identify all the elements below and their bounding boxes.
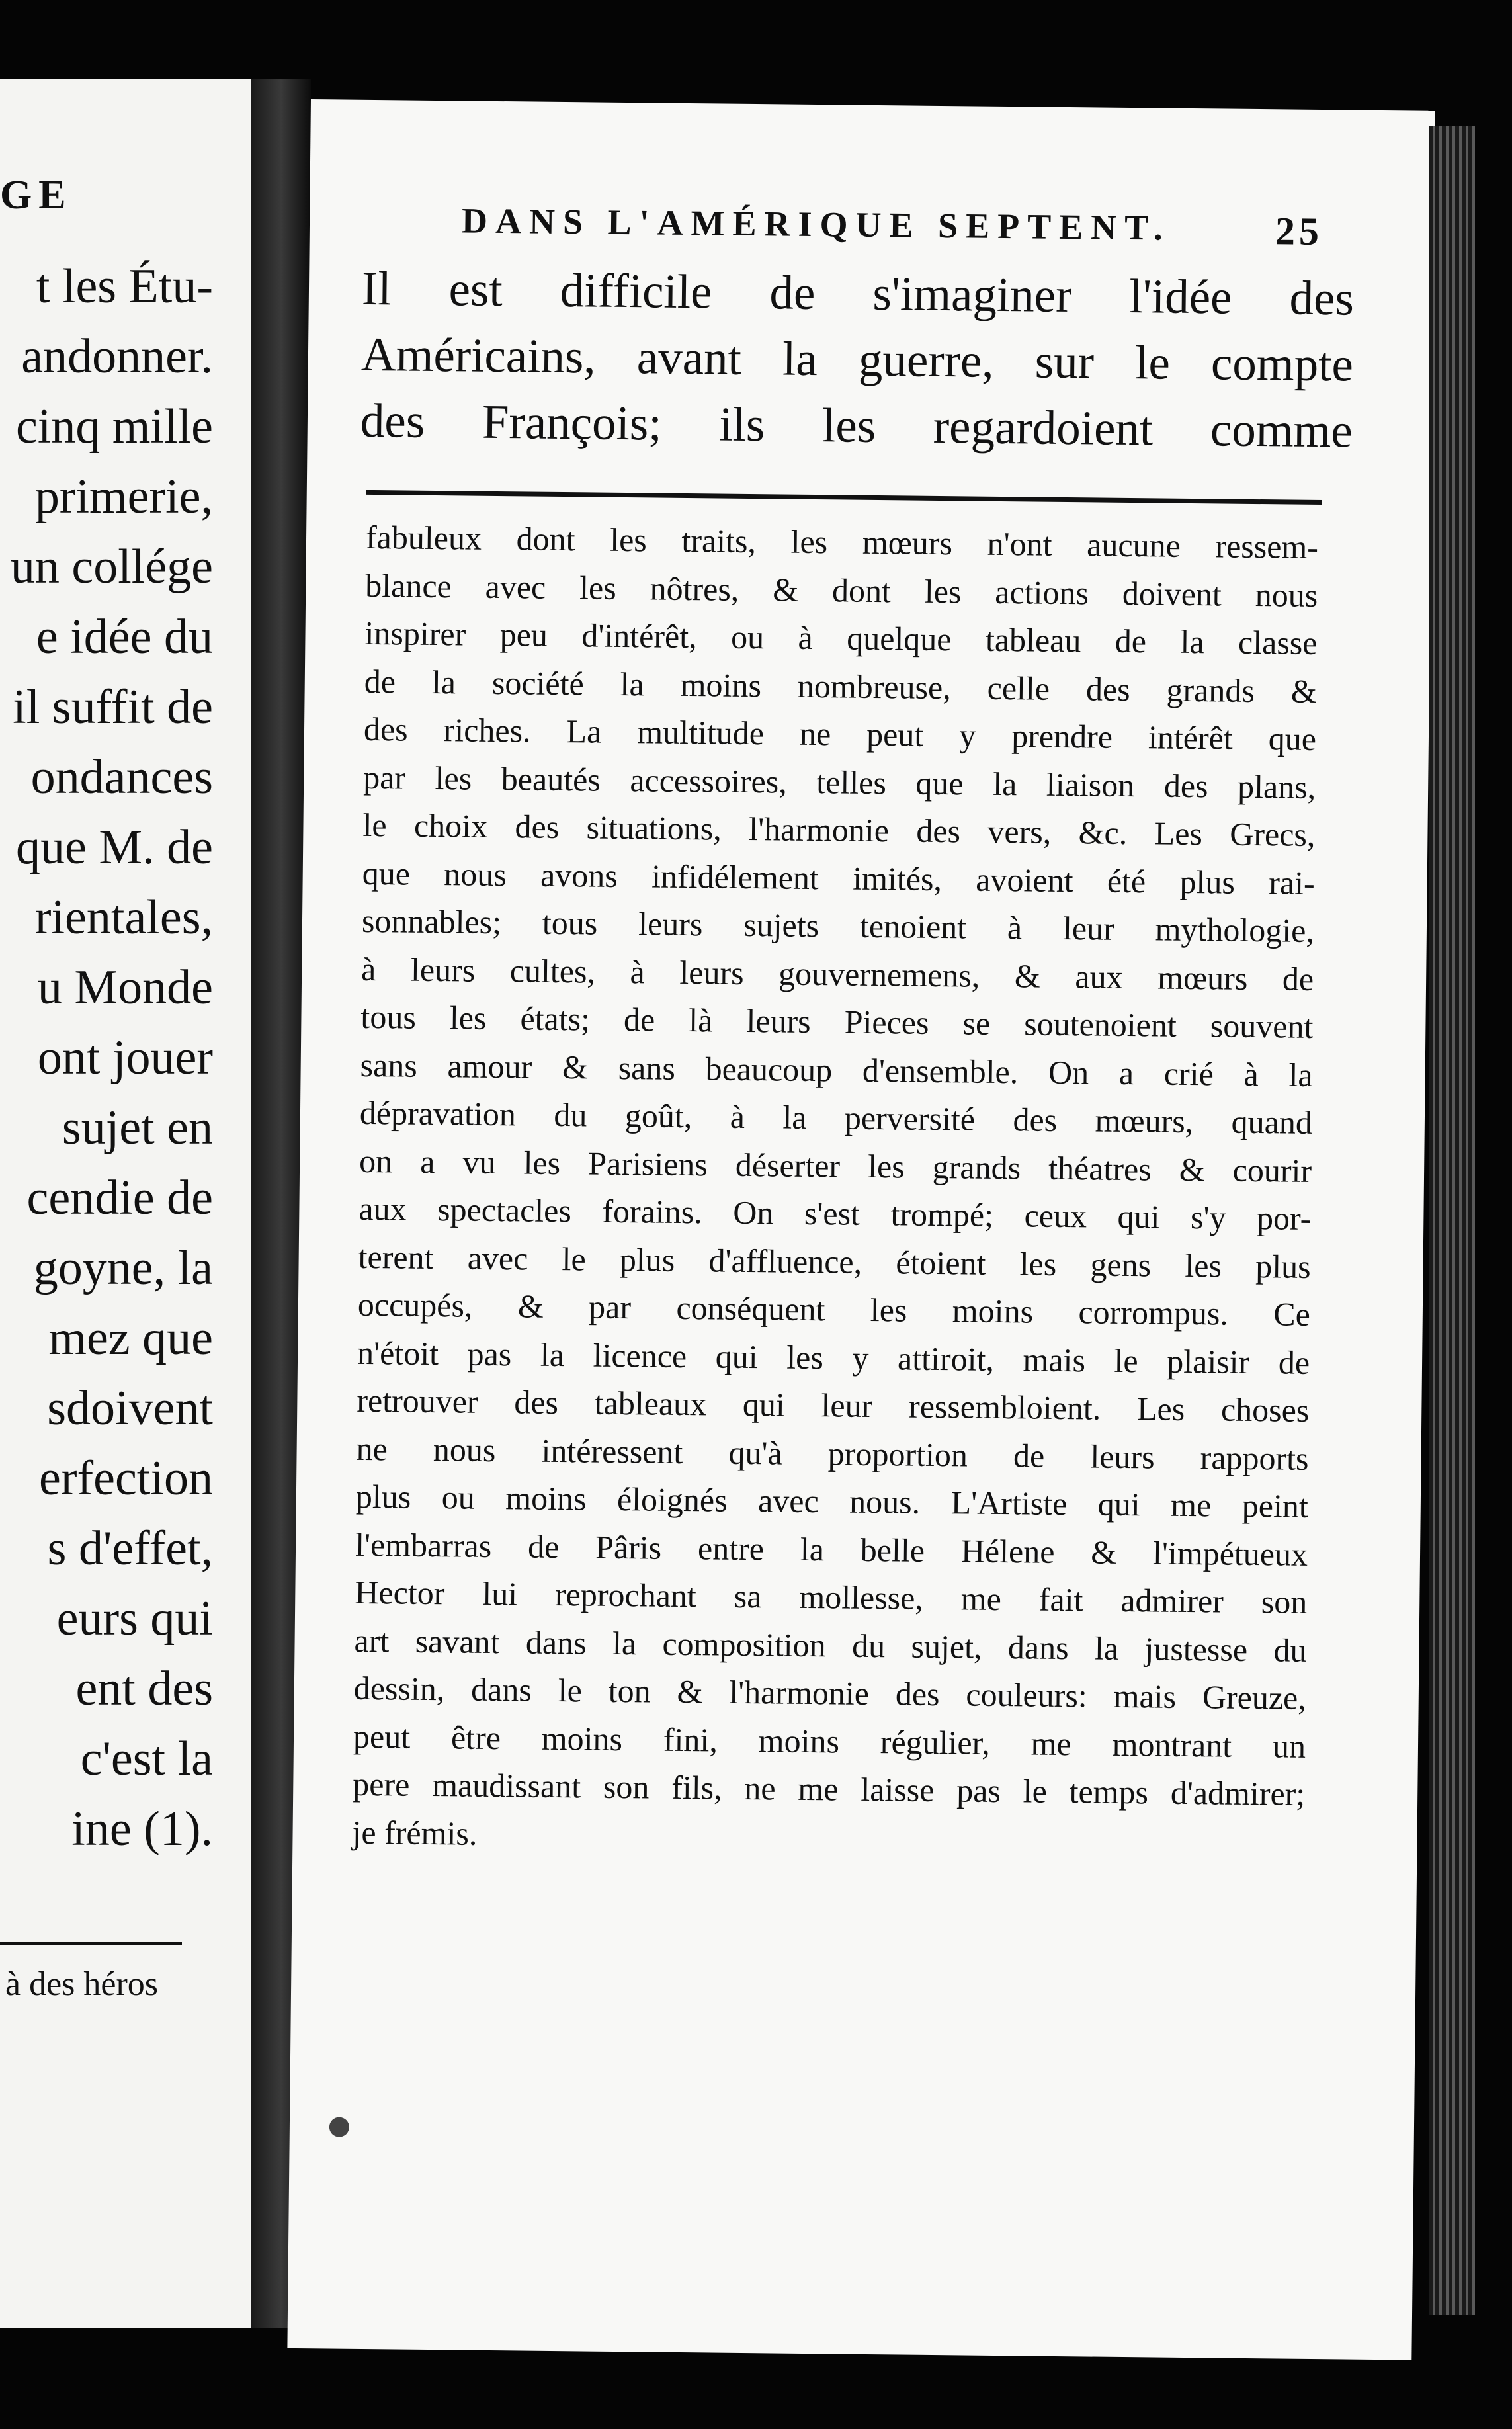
footnote-line: n'étoit pas la licence qui les y attiroit, mais le plaisir de (357, 1334, 1310, 1381)
footnote-line: on a vu les Parisiens déserter les grands théatres & courir (358, 1142, 1312, 1189)
left-line: il suffit de (13, 680, 213, 734)
footnote-line: sonnables; tous leurs sujets tenoient à leur mythologie, (361, 902, 1315, 949)
footnote-line: blance avec les nôtres, & dont les actions doivent nous (365, 566, 1318, 614)
left-line: cinq mille (16, 400, 213, 454)
left-line: ondances (30, 750, 213, 804)
left-line: mez que (48, 1311, 213, 1365)
left-footnote-rule (0, 1942, 182, 1945)
left-line: andonner. (21, 329, 213, 384)
footnote-line: terent avec le plus d'affluence, étoient les gens les plus (358, 1238, 1311, 1285)
left-line: eurs qui (56, 1592, 213, 1646)
left-line: u Monde (37, 960, 213, 1015)
footnote-line: pere maudissant son fils, ne me laisse pas le temps d'admirer; (353, 1765, 1306, 1812)
footnote-line: à leurs cultes, à leurs gouvernemens, & aux mœurs de (360, 950, 1314, 998)
left-running-head: GE (0, 173, 73, 218)
footnote-line: tous les états; de là leurs Pieces se soutenoient souvent (360, 998, 1314, 1045)
left-line: rientales, (34, 890, 213, 945)
body-line: Américains, avant la guerre, sur le compte (360, 327, 1354, 392)
footnote-line: occupés, & par conséquent les moins corrompus. Ce (357, 1285, 1311, 1333)
footnote-line: dessin, dans le ton & l'harmonie des couleurs: mais Greuze, (353, 1669, 1307, 1717)
footnote-line: inspirer peu d'intérêt, ou à quelque tableau de la classe (364, 614, 1318, 661)
footnote-line: le choix des situations, l'harmonie des vers, &c. Les Grecs, (362, 806, 1316, 853)
footnote-rule (366, 490, 1322, 505)
footnote-line: aux spectacles forains. On s'est trompé; ceux qui s'y por- (358, 1189, 1312, 1237)
left-line: ine (1). (71, 1802, 213, 1856)
left-line: primerie, (34, 470, 213, 524)
ink-blot (329, 2117, 349, 2137)
footnote-line: sans amour & sans beaucoup d'ensemble. On a crié à la (360, 1046, 1313, 1093)
running-head: DANS L'AMÉRIQUE SEPTENT. (461, 200, 1171, 248)
footnote-line: peut être moins fini, moins régulier, me montrant un (353, 1717, 1306, 1765)
footnote-line: l'embarras de Pâris entre la belle Hélene & l'impétueux (355, 1525, 1308, 1573)
left-line: sujet en (62, 1101, 213, 1155)
right-page (287, 99, 1435, 2360)
left-line: que M. de (16, 820, 213, 874)
left-line: t les Étu- (36, 259, 213, 314)
footnote-text (352, 513, 1318, 1866)
footnote-line: dépravation du goût, à la perversité des mœurs, quand (359, 1093, 1313, 1141)
left-line: ont jouer (37, 1031, 213, 1085)
footnote-line: que nous avons infidélement imités, avoient été plus rai- (362, 854, 1315, 902)
left-page (0, 79, 253, 2328)
footnote-line: retrouver des tableaux qui leur ressembloient. Les choses (357, 1381, 1310, 1429)
footnote-line: de la société la moins nombreuse, celle des grands & (364, 662, 1318, 710)
footnote-line: ne nous intéressent qu'à proportion de leurs rapports (356, 1429, 1309, 1477)
left-line: sdoivent (47, 1381, 213, 1435)
footnote-line: fabuleux dont les traits, les mœurs n'ont aucune ressem- (365, 518, 1319, 566)
footnote-line: art savant dans la composition du sujet, dans la justesse du (354, 1621, 1307, 1669)
left-line: s d'effet, (47, 1521, 213, 1576)
footnote-line: je frémis. (352, 1813, 478, 1852)
page-number: 25 (1275, 209, 1323, 254)
left-line: c'est la (80, 1732, 213, 1786)
left-footnote: à des héros (5, 1965, 159, 2003)
left-line: ent des (75, 1662, 213, 1716)
left-page-text (0, 251, 213, 1864)
footnote-line: par les beautés accessoires, telles que la liaison des plans, (362, 758, 1316, 806)
body-line: Il est difficile de s'imaginer l'idée des (361, 261, 1355, 325)
page-edges (1429, 126, 1475, 2315)
footnote-line: plus ou moins éloignés avec nous. L'Artiste qui me peint (355, 1477, 1309, 1525)
body-line: des François; ils les regardoient comme (360, 393, 1353, 458)
footnote-line: des riches. La multitude ne peut y prendre intérêt que (363, 710, 1317, 757)
left-line: un collége (10, 540, 213, 594)
body-text (360, 255, 1354, 464)
left-line: erfection (39, 1451, 213, 1506)
footnote-line: Hector lui reprochant sa mollesse, me fait admirer son (355, 1573, 1308, 1621)
left-line: goyne, la (33, 1241, 213, 1295)
left-line: cendie de (26, 1171, 213, 1225)
left-line: e idée du (36, 610, 213, 664)
